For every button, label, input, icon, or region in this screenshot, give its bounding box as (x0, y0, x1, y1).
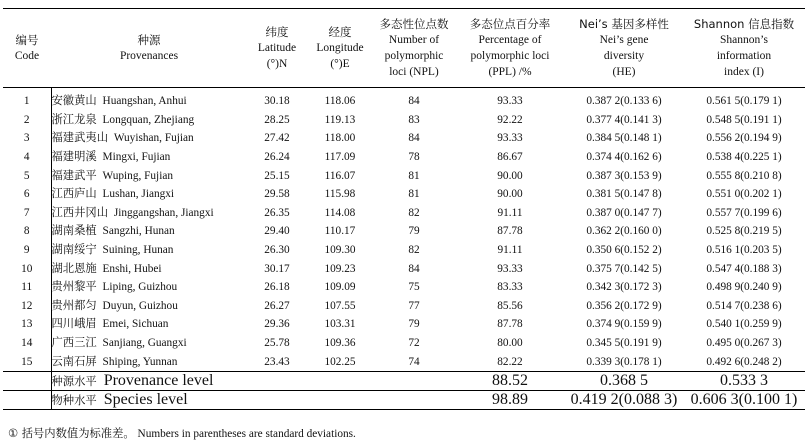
provenance-level-row (3, 371, 805, 390)
level-label: 物种水平 Species level (51, 390, 247, 409)
row-latitude: 26.24 (264, 151, 290, 164)
row-npl: 82 (408, 206, 420, 219)
row-nei: 0.387 0(0.147 7) (586, 206, 662, 219)
row-npl: 82 (408, 244, 420, 257)
row-shannon: 0.561 5(0.179 1) (706, 95, 782, 108)
header-code: 编号 Code (3, 9, 51, 88)
table-row (3, 334, 805, 353)
row-shannon: 0.555 8(0.210 8) (706, 169, 782, 182)
table-row (3, 222, 805, 241)
level-nei: 0.368 5 (565, 371, 683, 390)
row-provenance: 福建武夷山 Wuyishan, Fujian (51, 129, 247, 148)
row-latitude: 29.58 (264, 188, 290, 201)
row-nei: 0.345 5(0.191 9) (586, 337, 662, 350)
row-npl: 83 (408, 113, 420, 126)
row-nei: 0.374 4(0.162 6) (586, 151, 662, 164)
row-npl: 75 (408, 281, 420, 294)
table-row (3, 204, 805, 223)
row-provenance: 四川峨眉 Emei, Sichuan (51, 315, 247, 334)
header-npl: 多态性位点数 Number of polymorphic loci (NPL) (373, 9, 455, 88)
row-latitude: 23.43 (264, 355, 290, 368)
header-shannon: Shannon 信息指数 Shannon’s information index (I) (683, 9, 805, 88)
row-nei: 0.339 3(0.178 1) (586, 355, 662, 368)
row-ppl: 91.11 (497, 206, 523, 219)
header-ppl: 多态位点百分率 Percentage of polymorphic loci (PPL) /% (455, 9, 565, 88)
row-shannon: 0.556 2(0.194 9) (706, 132, 782, 145)
row-longitude: 118.06 (324, 95, 356, 108)
row-longitude: 117.09 (324, 151, 356, 164)
row-provenance: 贵州黎平 Liping, Guizhou (51, 278, 247, 297)
genetic-diversity-table (3, 8, 805, 410)
row-npl: 79 (408, 225, 420, 238)
row-latitude: 26.30 (264, 244, 290, 257)
table-row (3, 111, 805, 130)
row-ppl: 82.22 (497, 355, 523, 368)
row-longitude: 102.25 (324, 355, 356, 368)
row-shannon: 0.495 0(0.267 3) (706, 337, 782, 350)
row-latitude: 29.36 (264, 318, 290, 331)
row-code: 2 (23, 113, 30, 126)
row-code: 12 (21, 299, 33, 312)
row-npl: 84 (408, 132, 420, 145)
level-label: 种源水平 Provenance level (51, 371, 247, 390)
species-level-row (3, 390, 805, 409)
row-provenance: 湖南桑植 Sangzhi, Hunan (51, 222, 247, 241)
row-nei: 0.374 9(0.159 9) (586, 318, 662, 331)
row-ppl: 93.33 (497, 132, 523, 145)
footnote: ① 括号内数值为标准差。 Numbers in parentheses are standard deviations. (8, 427, 356, 440)
row-latitude: 27.42 (264, 132, 290, 145)
row-provenance: 福建武平 Wuping, Fujian (51, 166, 247, 185)
level-nei: 0.419 2(0.088 3) (565, 390, 683, 409)
table-row (3, 148, 805, 167)
header-nei: Nei’s 基因多样性 Nei’s gene diversity (HE) (565, 9, 683, 88)
row-code: 8 (23, 225, 30, 238)
row-nei: 0.384 5(0.148 1) (586, 132, 662, 145)
row-ppl: 90.00 (497, 188, 523, 201)
row-npl: 79 (408, 318, 420, 331)
level-ppl: 88.52 (455, 371, 565, 390)
row-provenance: 湖北恩施 Enshi, Hubei (51, 259, 247, 278)
row-code: 4 (23, 151, 30, 164)
header-provenances: 种源 Provenances (51, 9, 247, 88)
row-latitude: 26.35 (264, 206, 290, 219)
row-provenance: 广西三江 Sanjiang, Guangxi (51, 334, 247, 353)
row-longitude: 109.23 (324, 262, 356, 275)
row-nei: 0.387 3(0.153 9) (586, 169, 662, 182)
row-code: 14 (21, 337, 33, 350)
row-npl: 84 (408, 262, 420, 275)
row-nei: 0.350 6(0.152 2) (586, 244, 662, 257)
row-provenance: 湖南绥宁 Suining, Hunan (51, 241, 247, 260)
row-npl: 81 (408, 169, 420, 182)
row-code: 15 (21, 355, 33, 368)
table-header (3, 9, 805, 88)
row-provenance: 浙江龙泉 Longquan, Zhejiang (51, 111, 247, 130)
row-code: 5 (23, 169, 30, 182)
row-longitude: 116.07 (324, 169, 356, 182)
row-shannon: 0.551 0(0.202 1) (706, 188, 782, 201)
header-longitude: 经度 Longitude (°)E (307, 9, 373, 88)
row-shannon: 0.516 1(0.203 5) (706, 244, 782, 257)
row-nei: 0.342 3(0.172 3) (586, 281, 662, 294)
row-nei: 0.387 2(0.133 6) (586, 95, 662, 108)
row-ppl: 93.33 (497, 262, 523, 275)
level-ppl: 98.89 (455, 390, 565, 409)
row-ppl: 86.67 (497, 151, 523, 164)
table-row (3, 259, 805, 278)
level-shannon: 0.606 3(0.100 1) (683, 390, 805, 409)
table-row (3, 315, 805, 334)
table-row (3, 185, 805, 204)
row-longitude: 110.17 (324, 225, 356, 238)
row-latitude: 26.27 (264, 299, 290, 312)
table-row (3, 88, 805, 111)
table-row (3, 241, 805, 260)
table-row (3, 129, 805, 148)
table-row (3, 166, 805, 185)
row-code: 9 (23, 244, 30, 257)
row-nei: 0.356 2(0.172 9) (586, 299, 662, 312)
row-ppl: 85.56 (497, 299, 523, 312)
row-nei: 0.375 7(0.142 5) (586, 262, 662, 275)
row-npl: 74 (408, 355, 420, 368)
row-latitude: 25.15 (264, 169, 290, 182)
row-longitude: 115.98 (324, 188, 356, 201)
table-body (3, 88, 805, 372)
row-provenance: 江西井冈山 Jinggangshan, Jiangxi (51, 204, 247, 223)
row-shannon: 0.548 5(0.191 1) (706, 113, 782, 126)
row-code: 6 (23, 188, 30, 201)
row-ppl: 93.33 (497, 95, 523, 108)
header-latitude: 纬度 Latitude (°)N (247, 9, 307, 88)
row-provenance: 江西庐山 Lushan, Jiangxi (51, 185, 247, 204)
row-shannon: 0.557 7(0.199 6) (706, 206, 782, 219)
row-ppl: 87.78 (497, 318, 523, 331)
row-latitude: 26.18 (264, 281, 290, 294)
row-latitude: 30.18 (264, 95, 290, 108)
row-longitude: 109.30 (324, 244, 356, 257)
row-npl: 78 (408, 151, 420, 164)
row-provenance: 安徽黄山 Huangshan, Anhui (51, 88, 247, 111)
row-code: 13 (21, 318, 33, 331)
row-longitude: 107.55 (324, 299, 356, 312)
row-shannon: 0.540 1(0.259 9) (706, 318, 782, 331)
table-row (3, 297, 805, 316)
row-provenance: 贵州都匀 Duyun, Guizhou (51, 297, 247, 316)
row-longitude: 114.08 (324, 206, 356, 219)
table-row (3, 352, 805, 371)
row-code: 3 (23, 132, 30, 145)
row-code: 7 (23, 206, 30, 219)
row-latitude: 29.40 (264, 225, 290, 238)
row-longitude: 118.00 (324, 132, 356, 145)
row-nei: 0.377 4(0.141 3) (586, 113, 662, 126)
table-levels (3, 371, 805, 409)
row-latitude: 28.25 (264, 113, 290, 126)
row-npl: 72 (408, 337, 420, 350)
row-longitude: 119.13 (324, 113, 356, 126)
row-latitude: 30.17 (264, 262, 290, 275)
row-shannon: 0.538 4(0.225 1) (706, 151, 782, 164)
table-row (3, 278, 805, 297)
row-ppl: 83.33 (497, 281, 523, 294)
row-code: 1 (23, 95, 30, 108)
row-npl: 77 (408, 299, 420, 312)
row-longitude: 109.09 (324, 281, 356, 294)
row-nei: 0.362 2(0.160 0) (586, 225, 662, 238)
row-ppl: 80.00 (497, 337, 523, 350)
row-nei: 0.381 5(0.147 8) (586, 188, 662, 201)
row-npl: 84 (408, 95, 420, 108)
row-longitude: 103.31 (324, 318, 356, 331)
level-shannon: 0.533 3 (683, 371, 805, 390)
row-provenance: 云南石屏 Shiping, Yunnan (51, 352, 247, 371)
row-shannon: 0.525 8(0.219 5) (706, 225, 782, 238)
row-npl: 81 (408, 188, 420, 201)
row-code: 11 (21, 281, 33, 294)
row-shannon: 0.492 6(0.248 2) (706, 355, 782, 368)
row-ppl: 90.00 (497, 169, 523, 182)
row-longitude: 109.36 (324, 337, 356, 350)
row-ppl: 91.11 (497, 244, 523, 257)
row-shannon: 0.514 7(0.238 6) (706, 299, 782, 312)
row-ppl: 87.78 (497, 225, 523, 238)
row-shannon: 0.498 9(0.240 9) (706, 281, 782, 294)
row-shannon: 0.547 4(0.188 3) (706, 262, 782, 275)
row-provenance: 福建明溪 Mingxi, Fujian (51, 148, 247, 167)
row-ppl: 92.22 (497, 113, 523, 126)
row-latitude: 25.78 (264, 337, 290, 350)
row-code: 10 (21, 262, 33, 275)
